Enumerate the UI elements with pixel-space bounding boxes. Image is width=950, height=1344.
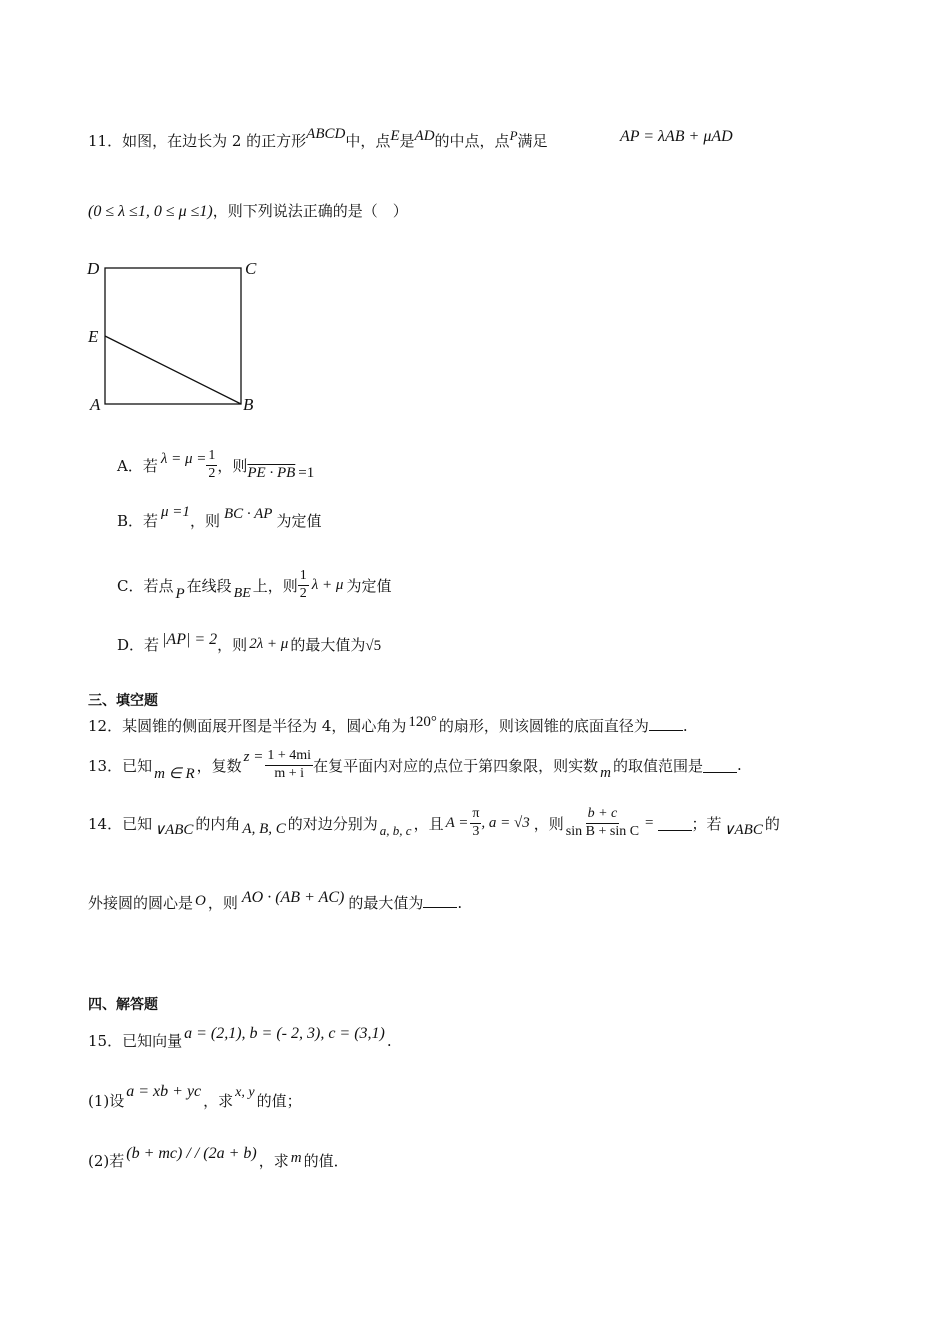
label-b: B <box>243 395 254 414</box>
q12: 12．某圆锥的侧面展开图是半径为 4，圆心角为 120° 的扇形，则该圆锥的底面直径为 . <box>88 714 688 735</box>
q14-line2: 外接圆的圆心是 O ，则 AO · (AB + AC) 的最大值为 . <box>88 889 463 912</box>
q15-part1: (1)设a = xb + yc，求 x, y 的值； <box>88 1083 302 1110</box>
answer-blank[interactable] <box>703 758 737 773</box>
fraction-complex-z: $\frac{1 + 4mi}{m + i}$ <box>267 748 312 781</box>
q11-option-d: D．若 |AP| = 2，则 2λ + μ 的最大值为√5 <box>117 631 382 654</box>
fraction-b-plus-c: $\frac{b + c}{\text{sin B + sin C}}$ <box>565 806 640 839</box>
label-c: C <box>245 259 257 278</box>
q11-option-c: C．若点 P 在线段 BE 上，则 $\frac{1}{2}$ λ + μ 为定值 <box>117 568 392 602</box>
fraction-pi-over-3: $\frac{\pi}{3}$ <box>472 806 480 839</box>
q15-part2: (2)若 (b + mc) / / (2a + b) ，求 m 的值． <box>88 1145 349 1170</box>
label-a: A <box>90 395 101 414</box>
label-d: D <box>87 259 100 278</box>
q15-stem: 15．已知向量 a = (2,1), b = (- 2, 3), c = (3,1) . <box>88 1025 392 1050</box>
section-fill-in-heading: 三、填空题 <box>88 693 158 709</box>
square-outline <box>105 268 241 404</box>
fraction-one-half: $\frac{1}{2}$ <box>208 448 216 481</box>
answer-blank[interactable] <box>649 716 683 731</box>
q11-vector-formula: AP = λAB + μAD <box>620 128 733 145</box>
segment-eb <box>105 336 241 404</box>
q11-condition-line: (0 ≤ λ ≤1, 0 ≤ μ ≤1)，则下列说法正确的是（ ） <box>88 202 408 220</box>
q13: 13．已知 m ∈ R ，复数 z = $\frac{1 + 4mi}{m + i}$ 在复平面内对应的点位于第四象限，则实数 m 的取值范围是 . <box>88 748 742 782</box>
q11-option-b: B．若 μ =1，则 BC · AP 为定值 <box>117 504 322 530</box>
square-figure <box>84 256 264 416</box>
fraction-one-half-c: $\frac{1}{2}$ <box>299 568 307 601</box>
q11-line1: 11．如图，在边长为 2 的正方形ABCD中，点E是AD的中点，点P满足 <box>88 126 548 150</box>
q14-line1: 14．已知 ∨ABC 的内角 A, B, C 的对边分别为 a, b, c ，且 A = $\frac{\pi}{3}$ , a = √3 ，则 $\frac{b + c}{\text{sin B + sin C}}$ = ；若 ∨ABC 的 <box>88 806 780 839</box>
q11-square-name: ABCD <box>306 126 346 142</box>
section-solution-heading: 四、解答题 <box>88 997 158 1013</box>
answer-blank[interactable] <box>423 893 457 908</box>
label-e: E <box>88 327 99 346</box>
q11-option-a: A．若 λ = μ = $\frac{1}{2}$ ，则 PE · PB =1 <box>117 448 315 481</box>
answer-blank[interactable] <box>658 816 692 831</box>
